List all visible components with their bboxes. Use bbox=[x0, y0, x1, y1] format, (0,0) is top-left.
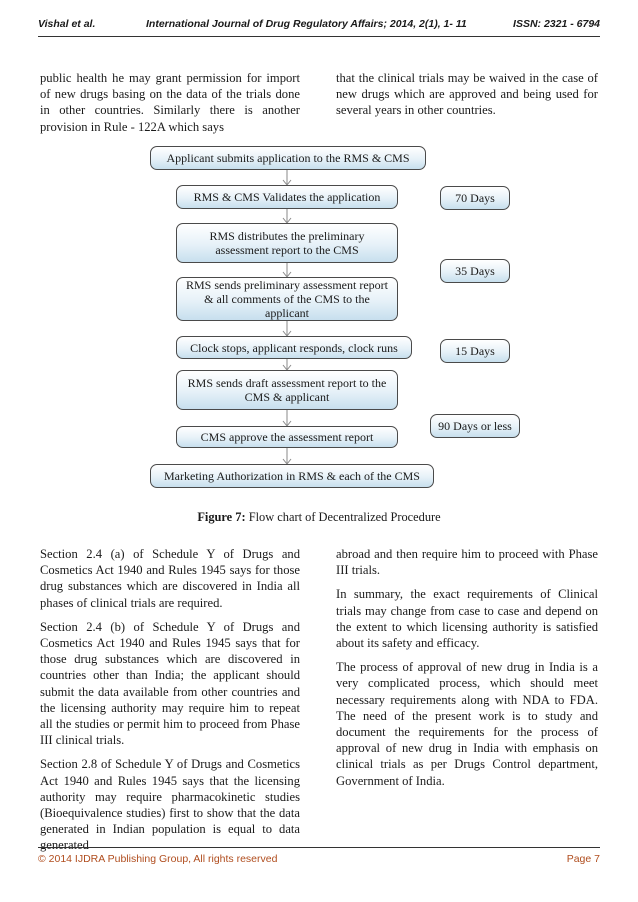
timeline-70-days: 70 Days bbox=[440, 186, 510, 210]
flow-step-5: Clock stops, applicant responds, clock runs bbox=[176, 336, 412, 359]
figure-label: Figure 7: bbox=[197, 510, 246, 524]
flowchart bbox=[150, 146, 520, 496]
figure-caption-text: Flow chart of Decentralized Procedure bbox=[245, 510, 441, 524]
timeline-90-days: 90 Days or less bbox=[430, 414, 520, 438]
flow-step-7: CMS approve the assessment report bbox=[176, 426, 398, 448]
flow-step-1: Applicant submits application to the RMS & CMS bbox=[150, 146, 426, 170]
timeline-35-days: 35 Days bbox=[440, 259, 510, 283]
footer-rule bbox=[38, 847, 600, 848]
top-right-column bbox=[336, 70, 598, 127]
flow-step-8: Marketing Authorization in RMS & each of the CMS bbox=[150, 464, 434, 488]
left-paragraph-2: Section 2.4 (b) of Schedule Y of Drugs and Cosmetics Act 1940 and Rules 1945 says that for those drug substances which are discovered in countries other than India; the applicant should submit the data available from other countries and the licensing authority may require him to repeat all the studies or permit him to proceed from Phase III clinical trials. bbox=[40, 619, 300, 748]
top-left-column bbox=[40, 70, 300, 143]
left-paragraph-3: Section 2.8 of Schedule Y of Drugs and Cosmetics Act 1940 and Rules 1945 says that the licensing authority may require pharmacokinetic studies (Bioequivalence studies) first to show that the data generated in Indian population is equal to data generated bbox=[40, 757, 300, 853]
right-paragraph-2: In summary, the exact requirements of Clinical trials may change from case to case and depend on the extent to which licensing authority is satisfied about its safety and efficacy. bbox=[336, 587, 598, 651]
bottom-right-column bbox=[336, 546, 598, 797]
right-paragraph-1: abroad and then require him to proceed with Phase III trials. bbox=[336, 547, 598, 578]
bottom-left-column bbox=[40, 546, 300, 862]
header-rule bbox=[38, 36, 600, 37]
running-header bbox=[38, 18, 600, 34]
flow-step-6: RMS sends draft assessment report to the CMS & applicant bbox=[176, 370, 398, 410]
top-left-paragraph: public health he may grant permission for import of new drugs basing on the data of the trials done in other countries. Similarly there is another provision in Rule - 122A which says bbox=[40, 71, 300, 134]
flow-step-2: RMS & CMS Validates the application bbox=[176, 185, 398, 209]
right-paragraph-3: The process of approval of new drug in India is a very complicated process, which should meet necessary requirements along with NDA to FDA. The need of the present work is to study and document the requirements for the process of approval of new drug in India with emphasis on clinical trials as per Drugs Control department, Government of India. bbox=[336, 660, 598, 788]
flow-step-4: RMS sends preliminary assessment report & all comments of the CMS to the applicant bbox=[176, 277, 398, 321]
flow-step-3: RMS distributes the preliminary assessment report to the CMS bbox=[176, 223, 398, 263]
footer-copyright: © 2014 IJDRA Publishing Group, All rights reserved bbox=[38, 853, 278, 865]
figure-caption bbox=[0, 510, 638, 525]
timeline-15-days: 15 Days bbox=[440, 339, 510, 363]
page-footer bbox=[38, 853, 600, 869]
header-journal: International Journal of Drug Regulatory Affairs; 2014, 2(1), 1- 11 bbox=[146, 18, 467, 30]
header-author: Vishal et al. bbox=[38, 18, 96, 30]
left-paragraph-1: Section 2.4 (a) of Schedule Y of Drugs and Cosmetics Act 1940 and Rules 1945 says for those drug substances which are discovered in India all phases of clinical trials are required. bbox=[40, 547, 300, 610]
footer-page-number: Page 7 bbox=[566, 853, 600, 865]
header-issn: ISSN: 2321 - 6794 bbox=[513, 18, 600, 30]
top-right-paragraph: that the clinical trials may be waived in the case of new drugs which are approved and being used for several years in other countries. bbox=[336, 71, 598, 118]
